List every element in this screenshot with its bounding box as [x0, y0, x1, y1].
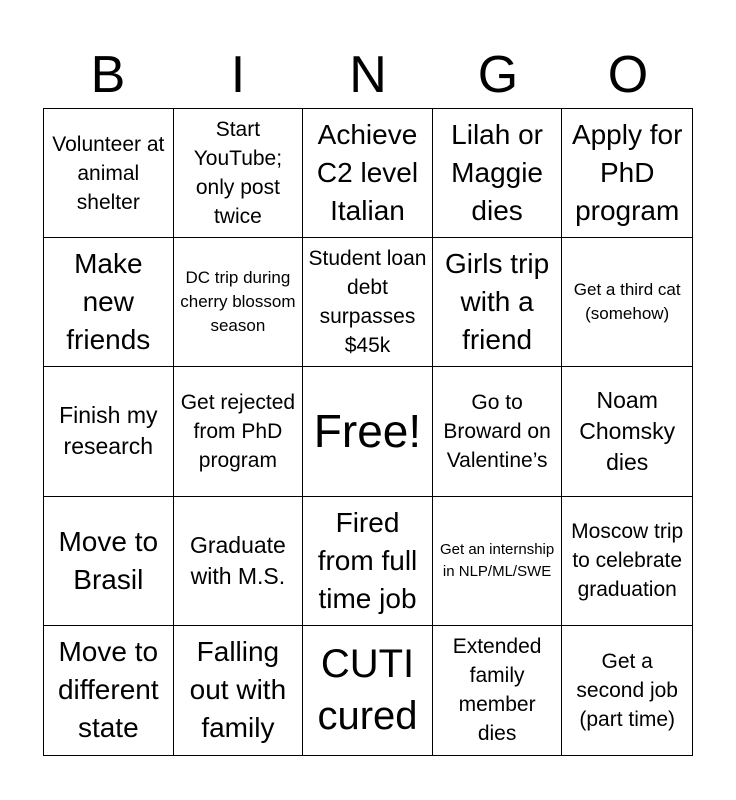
bingo-cell[interactable] — [433, 367, 563, 496]
bingo-cell-text: Apply for PhD program — [571, 119, 683, 227]
bingo-cell[interactable] — [174, 367, 304, 496]
bingo-cell-text: Get rejected from PhD program — [180, 390, 296, 472]
bingo-cell[interactable] — [562, 367, 692, 496]
bingo-cell-text: Move to Brasil — [58, 525, 159, 595]
bingo-cell-text: Get a third cat (somehow) — [573, 280, 681, 324]
bingo-cell[interactable] — [433, 238, 563, 367]
bingo-cell[interactable] — [174, 109, 304, 238]
bingo-cell[interactable] — [562, 109, 692, 238]
bingo-cell-text: Fired from full time job — [317, 506, 418, 614]
bingo-cell[interactable] — [433, 497, 563, 626]
bingo-cell-text: Move to different state — [57, 636, 159, 744]
bingo-cell[interactable] — [44, 238, 174, 367]
free-space-text: Free! — [313, 405, 422, 458]
header-letter-i: I — [230, 46, 246, 104]
bingo-cell-text: Go to Broward on Valentine’s — [443, 390, 551, 472]
bingo-cell-text: Make new friends — [66, 248, 151, 356]
bingo-cell[interactable] — [433, 626, 563, 755]
bingo-cell[interactable] — [44, 367, 174, 496]
bingo-cell-text: Get a second job (part time) — [576, 649, 678, 731]
bingo-cell-text: Finish my research — [59, 402, 158, 460]
bingo-cell-text: CUTI cured — [317, 642, 418, 739]
bingo-cell-text: Get an internship in NLP/ML/SWE — [439, 540, 555, 580]
bingo-cell-text: Falling out with family — [189, 636, 287, 744]
header-letter-g: G — [477, 46, 519, 104]
bingo-cell-text: Lilah or Maggie dies — [451, 119, 544, 227]
bingo-cell-text: Volunteer at animal shelter — [52, 132, 165, 214]
bingo-header — [43, 40, 693, 108]
bingo-cell[interactable] — [174, 238, 304, 367]
bingo-cell[interactable] — [303, 238, 433, 367]
bingo-cell-text: Extended family member dies — [452, 635, 542, 746]
bingo-cell[interactable] — [44, 497, 174, 626]
bingo-cell[interactable] — [562, 626, 692, 755]
header-letter-b: B — [90, 46, 126, 104]
bingo-cell-text: Noam Chomsky dies — [579, 386, 676, 475]
bingo-cell[interactable] — [433, 109, 563, 238]
bingo-cell[interactable] — [44, 109, 174, 238]
bingo-cell-text: Student loan debt surpasses $45k — [308, 247, 427, 358]
bingo-cell-text: Achieve C2 level Italian — [316, 119, 419, 227]
bingo-cell-text: Start YouTube; only post twice — [193, 118, 283, 229]
header-letter-o: O — [607, 46, 649, 104]
bingo-cell-text: Graduate with M.S. — [189, 531, 286, 589]
bingo-cell[interactable] — [303, 497, 433, 626]
bingo-cell[interactable] — [174, 497, 304, 626]
bingo-cell[interactable] — [44, 626, 174, 755]
bingo-cell-text: Girls trip with a friend — [444, 248, 550, 356]
bingo-cell[interactable] — [562, 238, 692, 367]
bingo-cell[interactable] — [562, 497, 692, 626]
bingo-cell-text: DC trip during cherry blossom season — [180, 268, 296, 336]
bingo-cell[interactable] — [303, 626, 433, 755]
bingo-board — [43, 108, 693, 756]
bingo-cell[interactable] — [303, 109, 433, 238]
bingo-cell-text: Moscow trip to celebrate graduation — [571, 520, 684, 602]
bingo-cell[interactable] — [174, 626, 304, 755]
free-space-cell[interactable] — [303, 367, 433, 496]
header-letter-n: N — [349, 46, 387, 104]
